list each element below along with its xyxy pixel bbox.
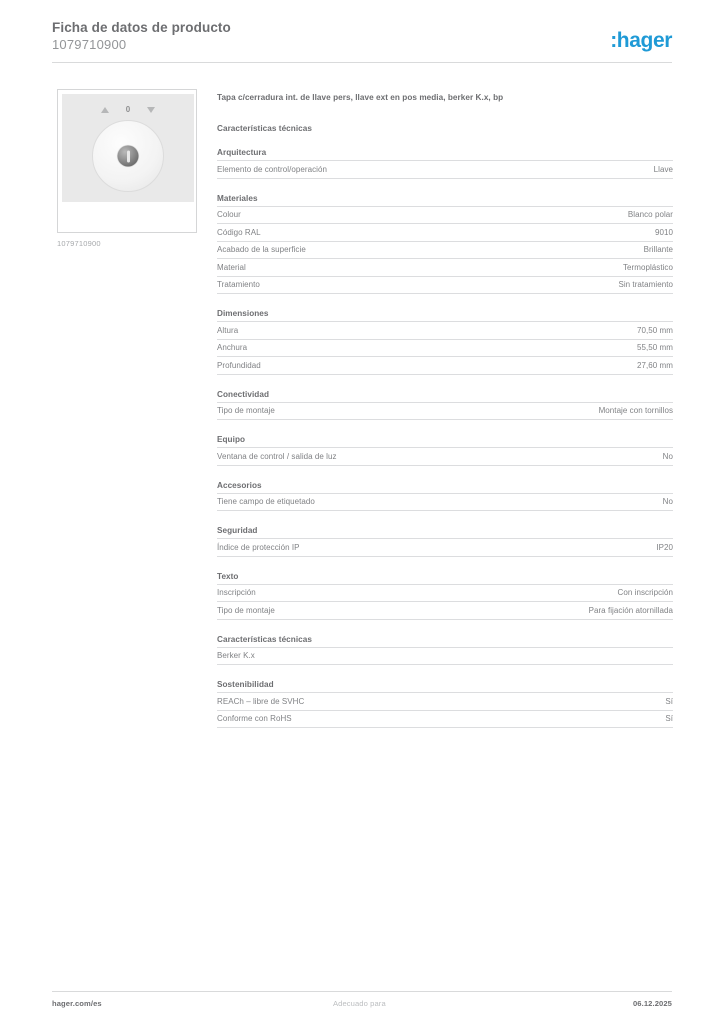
spec-value: No (662, 497, 673, 506)
spec-label: Ventana de control / salida de luz (217, 451, 337, 461)
spec-row (217, 356, 673, 375)
spec-section (217, 390, 673, 421)
spec-section-title: Seguridad (217, 526, 258, 535)
specifications-panel (217, 92, 673, 728)
spec-row (217, 276, 673, 295)
spec-label: Colour (217, 210, 241, 219)
spec-section (217, 148, 673, 179)
spec-value: 55,50 mm (637, 343, 673, 352)
spec-value: Para fijación atornillada (588, 605, 673, 615)
spec-label: Tipo de montaje (217, 406, 275, 415)
product-photo (62, 94, 194, 202)
spec-row (217, 584, 673, 602)
spec-section-title: Texto (217, 571, 239, 581)
spec-label: Inscripción (217, 588, 256, 597)
plate-zero-label: 0 (125, 105, 131, 114)
spec-value: 27,60 mm (637, 360, 673, 370)
spec-value: Llave (653, 164, 673, 174)
spec-section (217, 680, 673, 728)
spec-value: Montaje con tornillos (598, 406, 673, 415)
footer-website[interactable]: hager.com/es (52, 999, 102, 1008)
spec-value: 9010 (655, 227, 673, 237)
lock-cylinder-icon (118, 146, 139, 167)
product-reference: 1079710900 (52, 37, 127, 52)
spec-section (217, 572, 673, 620)
product-name: Tapa c/cerradura int. de llave pers, llave ext en pos media, berker K.x, bp (217, 93, 504, 102)
spec-row (217, 538, 673, 557)
spec-row (217, 223, 673, 241)
spec-value: Blanco polar (627, 210, 673, 219)
hager-logo: :hager (610, 29, 672, 52)
spec-row (217, 493, 673, 512)
spec-row (217, 206, 673, 224)
spec-label: Material (217, 262, 246, 272)
page-title: Ficha de datos de producto (52, 20, 231, 35)
spec-value: Sí (665, 696, 673, 706)
triangle-up-icon (101, 107, 109, 113)
spec-section (217, 526, 673, 557)
plate-markings (62, 106, 194, 114)
spec-section-title: Arquitectura (217, 148, 267, 157)
page-header (52, 20, 672, 64)
spec-label: Elemento de control/operación (217, 164, 327, 174)
spec-section (217, 194, 673, 295)
spec-section-title: Accesorios (217, 480, 262, 490)
specs-heading: Características técnicas (217, 124, 312, 133)
spec-row (217, 258, 673, 276)
spec-label: Código RAL (217, 227, 261, 237)
header-divider (52, 62, 672, 63)
spec-section (217, 309, 673, 375)
spec-value: Sin tratamiento (618, 280, 673, 289)
spec-value: 70,50 mm (637, 325, 673, 335)
rotary-ring (92, 120, 164, 192)
spec-label: Acabado de la superficie (217, 245, 306, 254)
spec-sections (217, 148, 673, 728)
spec-section (217, 481, 673, 512)
spec-row (217, 601, 673, 620)
spec-row (217, 241, 673, 259)
footer-divider (52, 991, 672, 992)
spec-row (217, 321, 673, 339)
spec-label: Anchura (217, 343, 248, 352)
spec-row (217, 160, 673, 179)
spec-row (217, 647, 673, 666)
footer-date: 06.12.2025 (632, 999, 672, 1008)
spec-value: Sí (665, 714, 673, 723)
spec-value: Con inscripción (617, 588, 673, 597)
product-image-block (57, 89, 199, 248)
spec-section-title: Conectividad (217, 389, 270, 399)
product-image-caption: 1079710900 (57, 239, 101, 248)
spec-section (217, 635, 673, 666)
page-footer (52, 999, 672, 1013)
spec-label: Berker K.x (217, 651, 255, 660)
spec-value: Termoplástico (622, 262, 673, 272)
spec-row (217, 447, 673, 466)
spec-section (217, 435, 673, 466)
spec-value: No (662, 451, 673, 461)
triangle-down-icon (147, 107, 155, 113)
spec-row (217, 402, 673, 421)
spec-row (217, 710, 673, 729)
spec-section-title: Equipo (217, 435, 246, 444)
spec-label: Índice de protección IP (217, 542, 300, 552)
spec-label: Tiene campo de etiquetado (217, 497, 315, 506)
spec-label: REACh – libre de SVHC (217, 696, 305, 706)
spec-label: Tipo de montaje (217, 605, 275, 615)
spec-section-title: Materiales (217, 193, 258, 203)
spec-section-title: Dimensiones (217, 309, 269, 318)
keyhole-slot (127, 150, 130, 162)
spec-section-title: Características técnicas (217, 634, 312, 644)
spec-value: Brillante (643, 245, 673, 254)
spec-value: IP20 (656, 542, 673, 552)
product-image-frame (57, 89, 197, 233)
footer-note: Adecuado para (332, 999, 386, 1008)
spec-label: Profundidad (217, 360, 261, 370)
spec-label: Conforme con RoHS (217, 714, 292, 723)
spec-row (217, 339, 673, 357)
spec-label: Altura (217, 325, 239, 335)
spec-section-title: Sostenibilidad (217, 680, 274, 689)
spec-label: Tratamiento (217, 280, 260, 289)
spec-row (217, 692, 673, 710)
